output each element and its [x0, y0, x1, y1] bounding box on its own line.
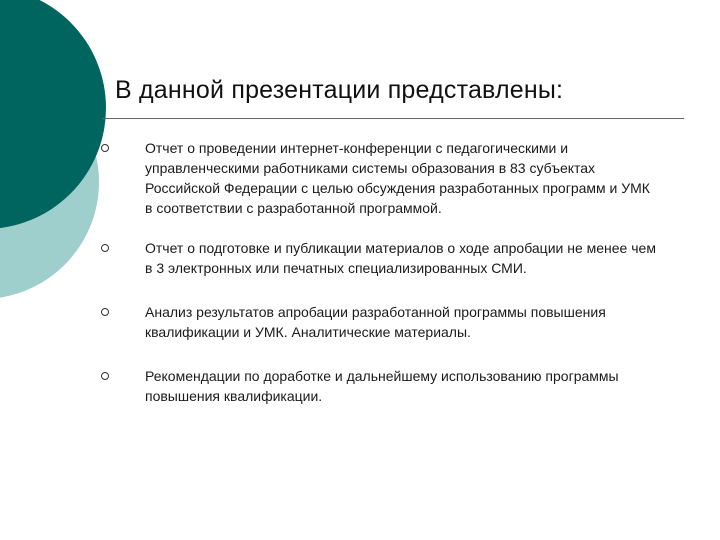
teal-circles-graphic: [0, 0, 110, 300]
bullet-list: [100, 138, 660, 406]
list-item-text: Рекомендации по доработке и дальнейшему использованию программы повышения квалификации.: [145, 368, 619, 404]
list-item-text: Отчет о проведении интернет-конференции с педагогическими и управленческими работниками системы образования в 83 субъектах Российской Федерации с целью обсуждения разработанных программ и УМК в соответствии с разработанной программой.: [145, 140, 650, 216]
list-item: [100, 138, 660, 218]
bullet-circle-icon: [101, 308, 109, 316]
bullet-circle-icon: [101, 244, 109, 252]
list-item: [100, 238, 660, 278]
decorative-circles: [0, 0, 110, 300]
list-item: [100, 302, 660, 342]
slide-title: В данной презентации представлены:: [115, 76, 564, 104]
title-divider: [102, 118, 684, 119]
bullet-circle-icon: [101, 372, 109, 380]
list-item-text: Отчет о подготовке и публикации материалов о ходе апробации не менее чем в 3 электронных или печатных специализированных СМИ.: [145, 240, 656, 276]
list-item: [100, 366, 660, 406]
bullet-circle-icon: [101, 144, 109, 152]
list-item-text: Анализ результатов апробации разработанной программы повышения квалификации и УМК. Аналитические материалы.: [145, 304, 606, 340]
